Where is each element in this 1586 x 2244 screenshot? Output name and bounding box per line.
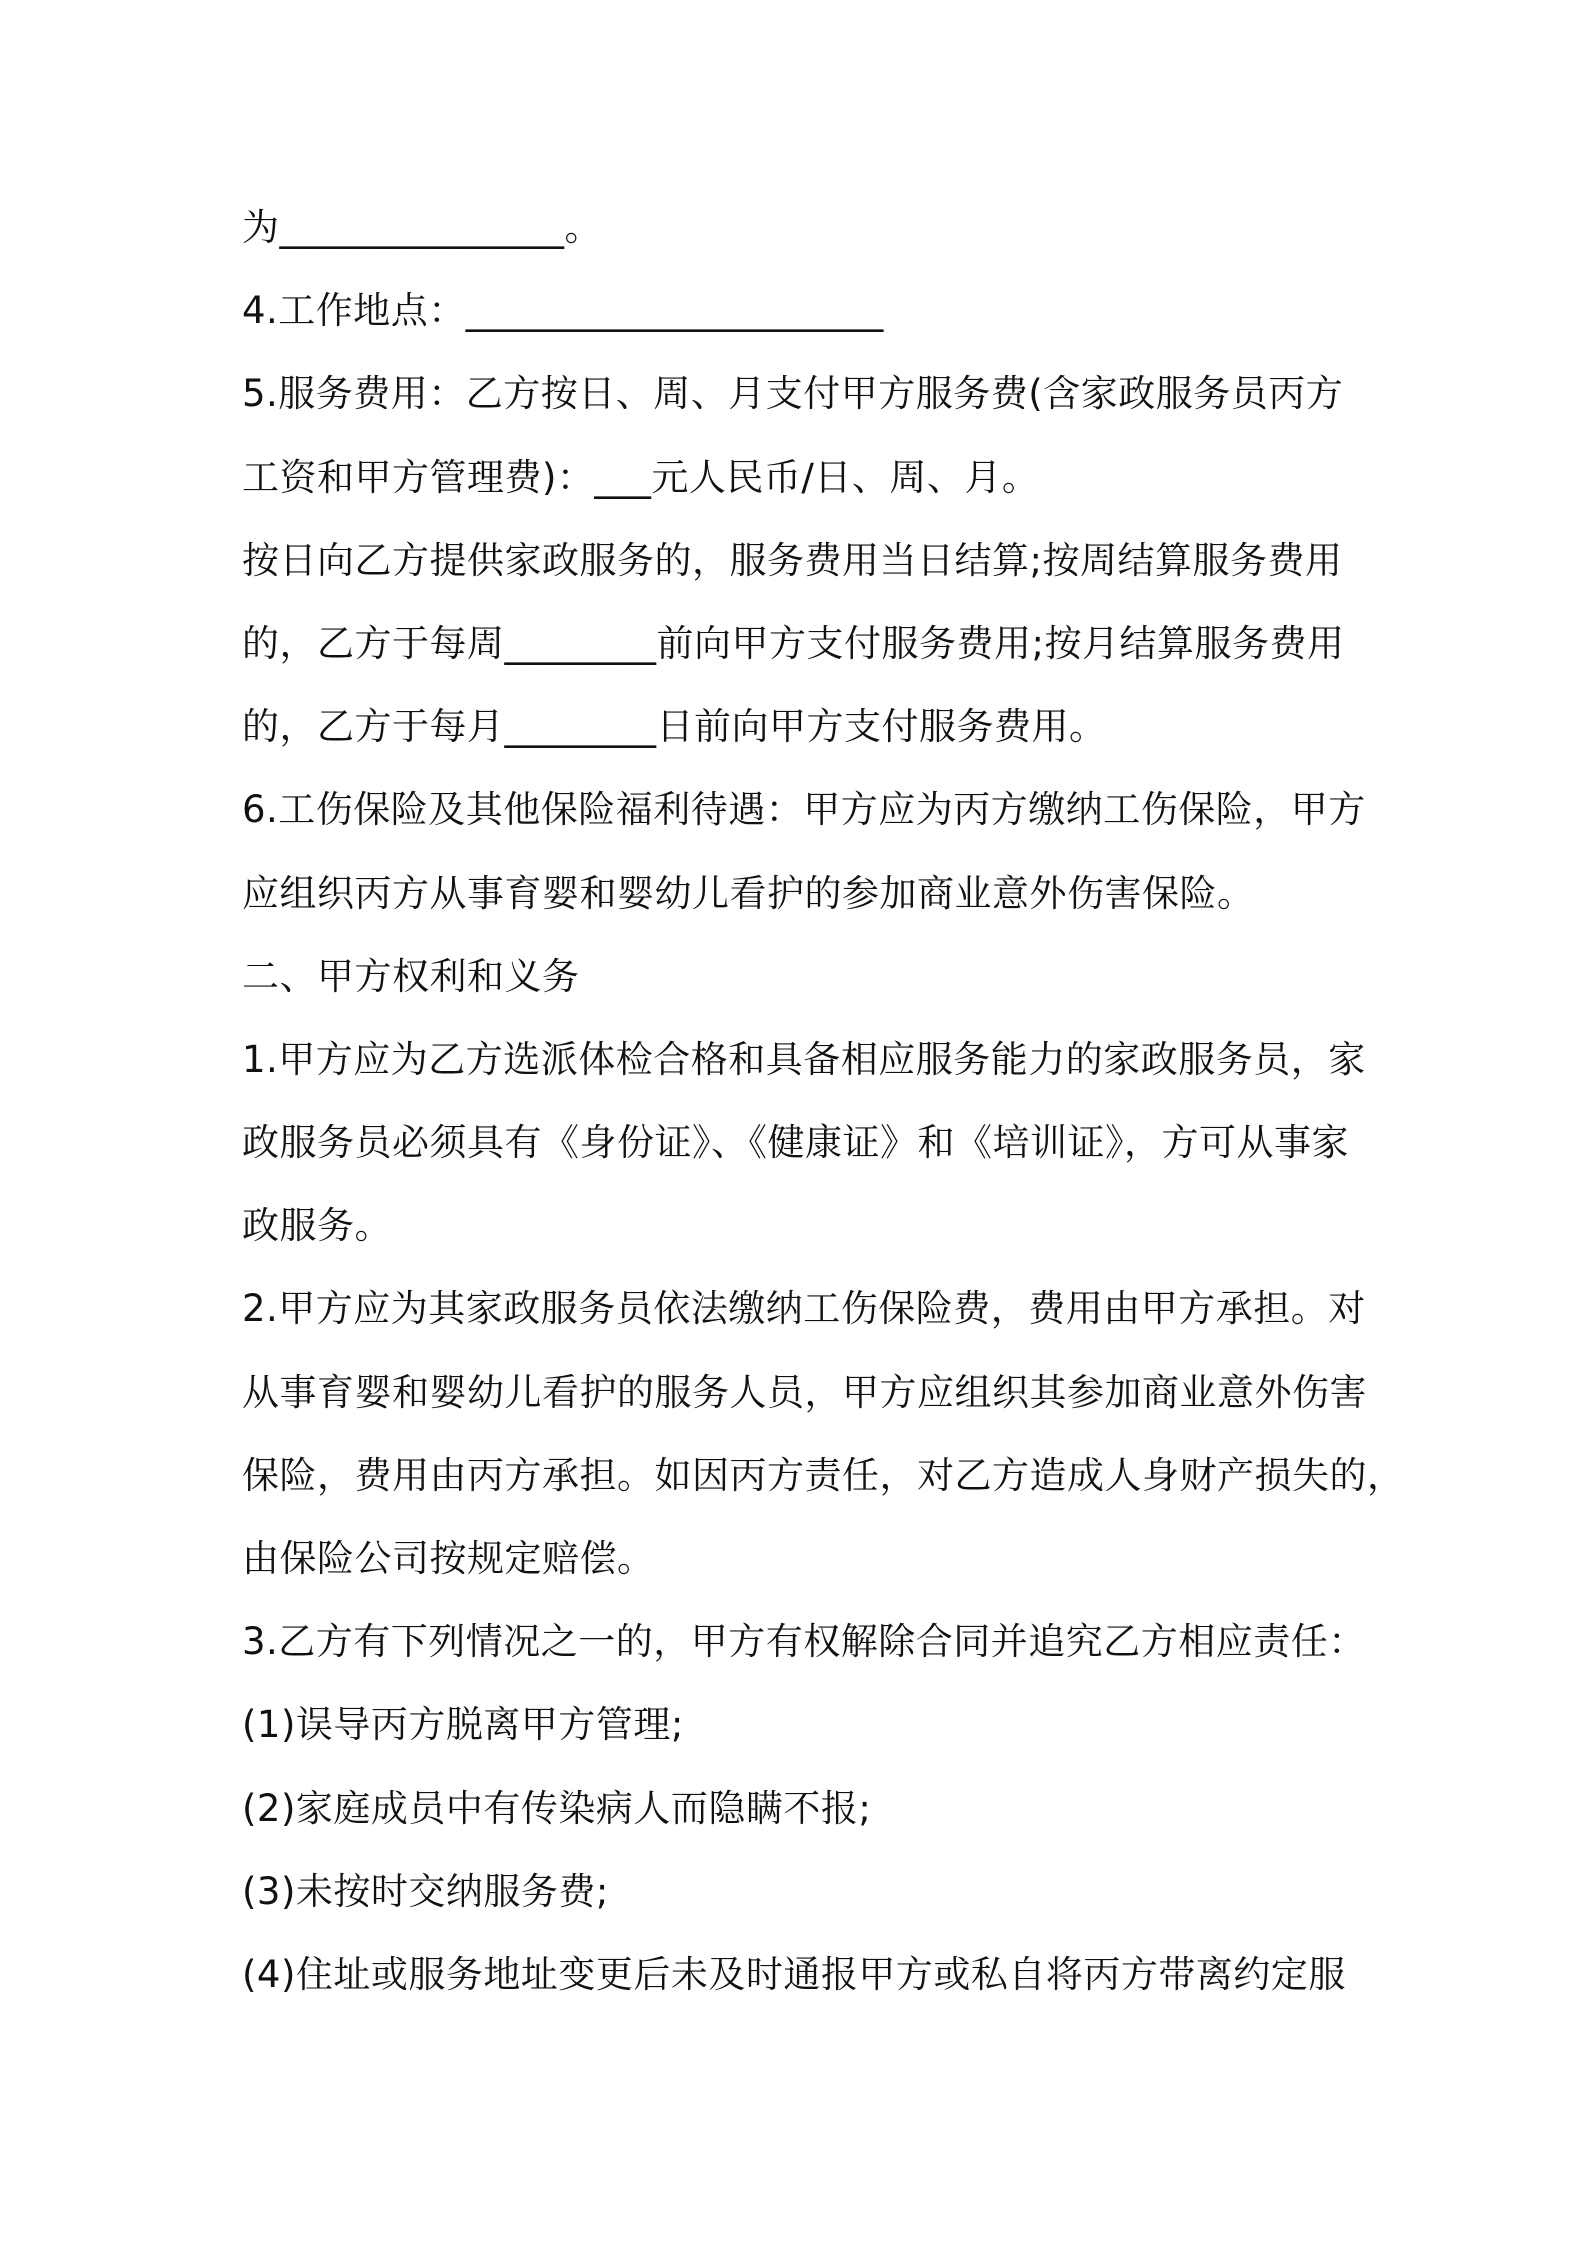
text-line: 6.工伤保险及其他保险福利待遇：甲方应为丙方缴纳工伤保险，甲方	[242, 788, 1366, 832]
text-line: 的，乙方于每月________日前向甲方支付服务费用。	[242, 705, 1107, 749]
text-line: 按日向乙方提供家政服务的，服务费用当日结算;按周结算服务费用	[242, 538, 1343, 582]
text-line: 从事育婴和婴幼儿看护的服务人员，甲方应组织其参加商业意外伤害	[242, 1370, 1367, 1414]
text-line: 应组织丙方从事育婴和婴幼儿看护的参加商业意外伤害保险。	[242, 871, 1255, 915]
text-line: 政服务。	[242, 1204, 392, 1248]
text-line: 为_______________。	[242, 206, 602, 249]
text-line: 的，乙方于每周________前向甲方支付服务费用;按月结算服务费用	[242, 621, 1345, 665]
text-line: 4.工作地点：______________________	[242, 289, 884, 333]
text-line: 1.甲方应为乙方选派体检合格和具备相应服务能力的家政服务员，家	[242, 1037, 1366, 1081]
text-line: 保险，费用由丙方承担。如因丙方责任，对乙方造成人身财产损失的，	[242, 1453, 1405, 1497]
text-line: 3.乙方有下列情况之一的，甲方有权解除合同并追究乙方相应责任：	[242, 1620, 1366, 1664]
list-item: (2)家庭成员中有传染病人而隐瞒不报;	[242, 1786, 872, 1830]
text-line: 2.甲方应为其家政服务员依法缴纳工伤保险费，费用由甲方承担。对	[242, 1287, 1366, 1331]
text-line: 5.服务费用：乙方按日、周、月支付甲方服务费(含家政服务员丙方	[242, 372, 1344, 416]
document-body	[242, 186, 1405, 2016]
list-item: (1)误导丙方脱离甲方管理;	[242, 1703, 684, 1747]
section-heading: 二、甲方权利和义务	[242, 954, 580, 998]
text-line: 工资和甲方管理费)：___元人民币/日、周、月。	[242, 455, 1040, 499]
text-line: 政服务员必须具有《身份证》、《健康证》和《培训证》，方可从事家	[242, 1121, 1349, 1165]
list-item: (3)未按时交纳服务费;	[242, 1869, 609, 1913]
list-item: (4)住址或服务地址变更后未及时通报甲方或私自将丙方带离约定服	[242, 1952, 1346, 1996]
text-line: 由保险公司按规定赔偿。	[242, 1537, 655, 1580]
